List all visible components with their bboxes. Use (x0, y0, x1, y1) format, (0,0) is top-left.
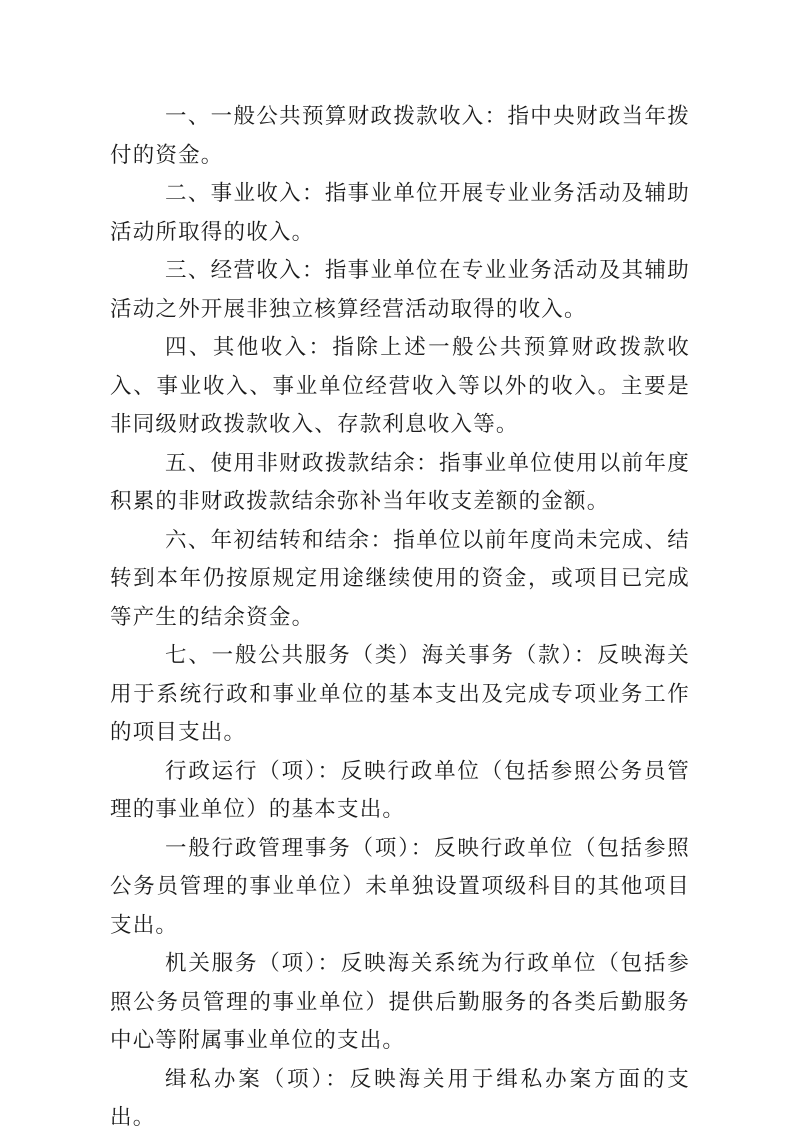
paragraph-text: 四、其他收入：指除上述一般公共预算财政拨款收入、事业收入、事业单位经营收入等以外的收入。主要是非同级财政拨款收入、存款利息收入等。 (110, 335, 690, 437)
paragraph-text: 行政运行（项）：反映行政单位（包括参照公务员管理的事业单位）的基本支出。 (110, 758, 690, 822)
paragraph-general-budget-revenue (110, 98, 690, 175)
paragraph-text: 六、年初结转和结余：指单位以前年度尚未完成、结转到本年仍按原规定用途继续使用的资金，或项目已完成等产生的结余资金。 (110, 527, 690, 630)
paragraph-text: 七、一般公共服务（类）海关事务（款）：反映海关用于系统行政和事业单位的基本支出及完成专项业务工作的项目支出。 (110, 643, 690, 745)
document-body (110, 98, 690, 1138)
paragraph-text: 三、经营收入：指事业单位在专业业务活动及其辅助活动之外开展非独立核算经营活动取得的收入。 (110, 258, 690, 322)
paragraph-text: 二、事业收入：指事业单位开展专业业务活动及辅助活动所取得的收入。 (110, 181, 690, 245)
paragraph-business-revenue (110, 175, 690, 252)
paragraph-text: 机关服务（项）：反映海关系统为行政单位（包括参照公务员管理的事业单位）提供后勤服务的各类后勤服务中心等附属事业单位的支出。 (110, 951, 690, 1053)
paragraph-non-fiscal-balance (110, 445, 690, 522)
paragraph-text: 五、使用非财政拨款结余：指事业单位使用以前年度积累的非财政拨款结余弥补当年收支差额的金额。 (110, 450, 690, 514)
paragraph-anti-smuggling (110, 1061, 690, 1138)
paragraph-other-revenue (110, 329, 690, 445)
paragraph-operating-revenue (110, 252, 690, 329)
paragraph-general-administrative-affairs (110, 830, 690, 946)
paragraph-carryover-balance (110, 522, 690, 638)
paragraph-text: 一、一般公共预算财政拨款收入：指中央财政当年拨付的资金。 (110, 104, 690, 168)
paragraph-customs-affairs (110, 637, 690, 753)
paragraph-administrative-operation (110, 753, 690, 830)
paragraph-text: 一般行政管理事务（项）：反映行政单位（包括参照公务员管理的事业单位）未单独设置项级科目的其他项目支出。 (110, 835, 690, 938)
paragraph-agency-services (110, 945, 690, 1061)
paragraph-text: 缉私办案（项）：反映海关用于缉私办案方面的支出。 (110, 1066, 690, 1130)
